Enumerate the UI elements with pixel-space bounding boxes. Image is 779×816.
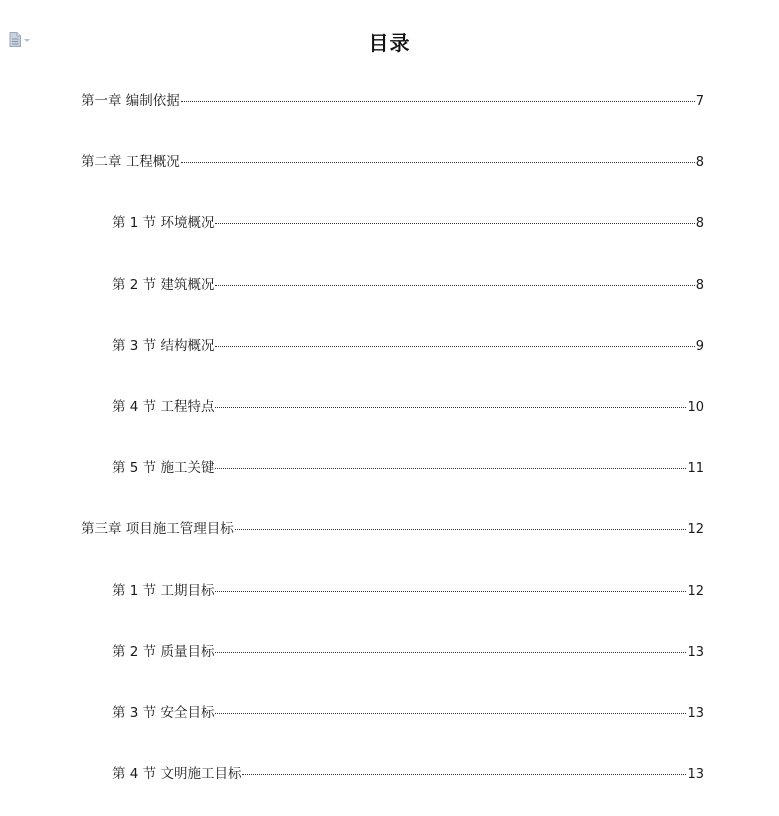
toc-page-number: 12 [687, 584, 704, 599]
toc-section-entry[interactable] [112, 643, 704, 662]
toc-dot-leader [215, 652, 686, 653]
toc-entry-text: 第一章 编制依据 [81, 93, 180, 109]
toc-page-number: 11 [687, 461, 704, 476]
toc-section-entry[interactable] [112, 214, 704, 233]
toc-entry-text: 第 1 节 工期目标 [112, 583, 215, 599]
toc-page-number: 8 [695, 216, 704, 231]
toc-dot-leader [215, 285, 694, 286]
toc-section-entry[interactable] [112, 582, 704, 601]
page-title: 目录 [368, 31, 411, 55]
toc-chapter-entry[interactable] [81, 92, 704, 111]
toc-entry-text: 第 2 节 质量目标 [112, 644, 215, 660]
toc-entry-text: 第 4 节 工程特点 [112, 399, 215, 415]
toc-dot-leader [215, 713, 686, 714]
toc-entry-text: 第二章 工程概况 [81, 154, 180, 170]
toc-chapter-entry[interactable] [81, 520, 704, 539]
toc-page-number: 13 [687, 706, 704, 721]
toc-dot-leader [242, 774, 686, 775]
toc-dot-leader [215, 468, 686, 469]
toc-section-entry[interactable] [112, 704, 704, 723]
toc-entry-text: 第 2 节 建筑概况 [112, 277, 215, 293]
toc-entry-text: 第 5 节 施工关键 [112, 460, 215, 476]
toc-entry-text: 第三章 项目施工管理目标 [81, 521, 234, 537]
toc-chapter-entry[interactable] [81, 153, 704, 172]
toc-page-number: 9 [695, 339, 704, 354]
toc-section-entry[interactable] [112, 459, 704, 478]
toc-section-entry[interactable] [112, 765, 704, 784]
toc-page-number: 13 [687, 767, 704, 782]
toc-dot-leader [181, 162, 695, 163]
toc-section-entry[interactable] [112, 337, 704, 356]
toc-section-entry[interactable] [112, 276, 704, 295]
toc-section-entry[interactable] [112, 398, 704, 417]
toc-page-number: 12 [687, 522, 704, 537]
toc-entry-text: 第 4 节 文明施工目标 [112, 766, 242, 782]
toc-page-number: 8 [695, 155, 704, 170]
toc-page-number: 13 [687, 645, 704, 660]
toc-dot-leader [215, 591, 686, 592]
toc-dot-leader [215, 346, 694, 347]
toc-dot-leader [215, 223, 694, 224]
toc-dot-leader [181, 101, 695, 102]
toc-dot-leader [235, 529, 687, 530]
toc-page-number: 10 [687, 400, 704, 415]
toc-page-number: 8 [695, 278, 704, 293]
toc-page-number: 7 [695, 94, 704, 109]
toc-entry-text: 第 1 节 环境概况 [112, 215, 215, 231]
toc-entry-text: 第 3 节 安全目标 [112, 705, 215, 721]
toc-entry-text: 第 3 节 结构概况 [112, 338, 215, 354]
toc-dot-leader [215, 407, 686, 408]
